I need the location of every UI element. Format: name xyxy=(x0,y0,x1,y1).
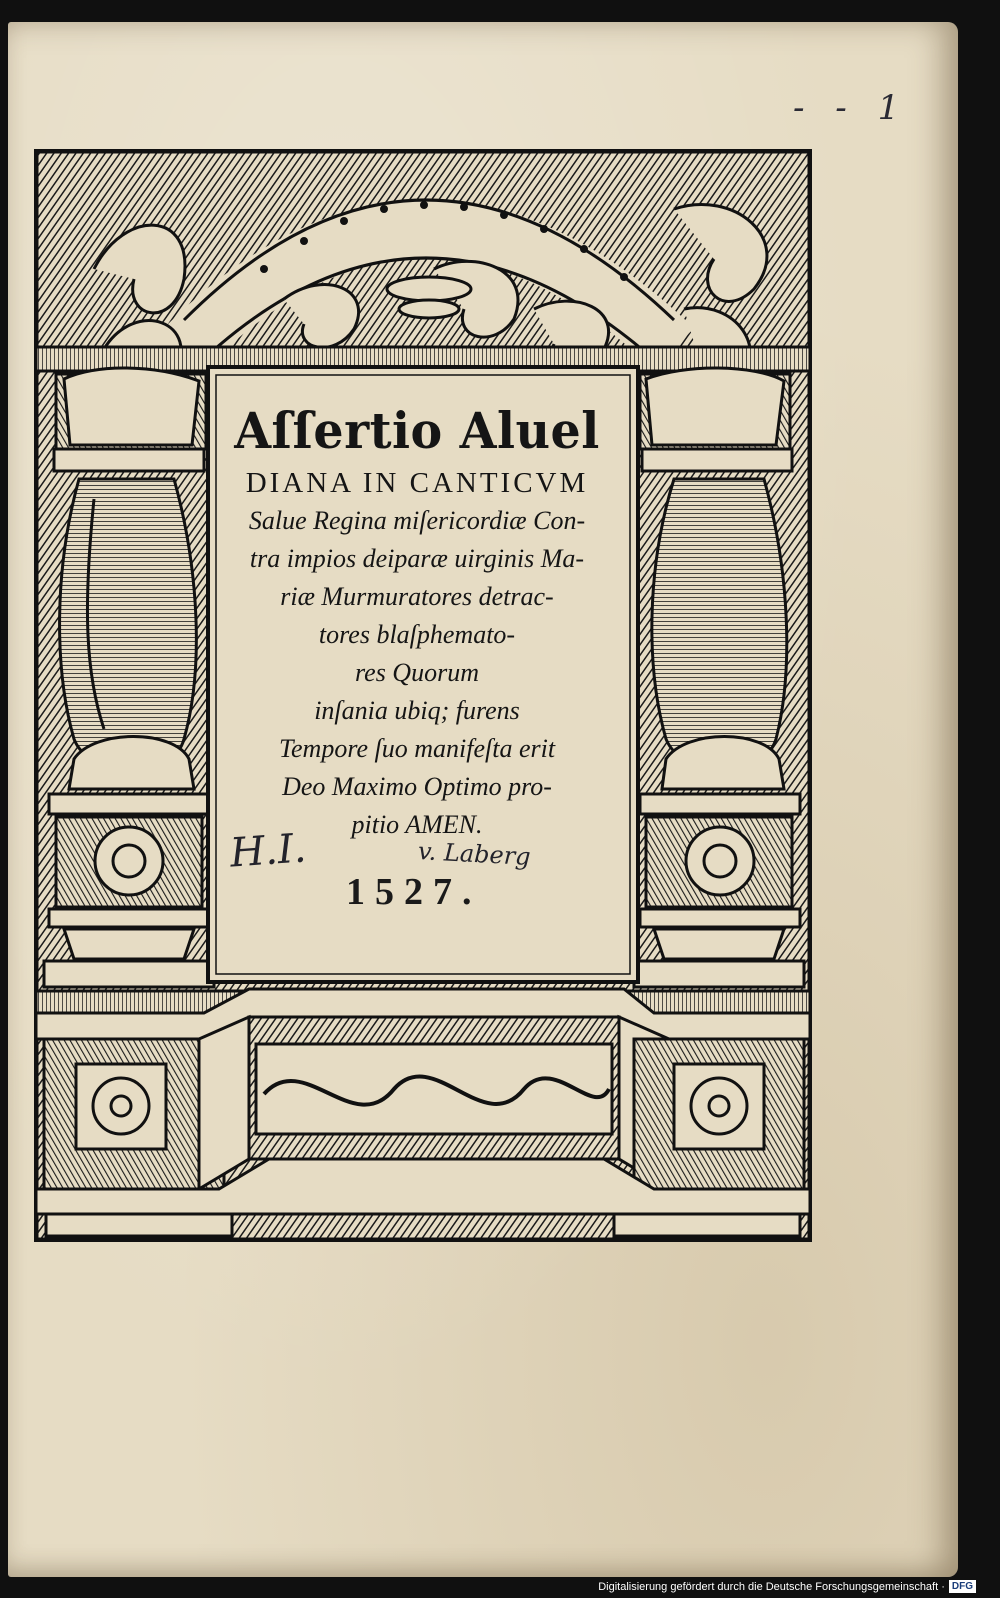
handwritten-owner-note: v. Laberg xyxy=(417,837,532,871)
title-line: inſania ubiq; furens xyxy=(314,696,520,725)
title-line: res Quorum xyxy=(355,658,479,687)
publication-year: 1527. xyxy=(346,871,482,913)
book-page xyxy=(8,22,958,1577)
title-line: pitio AMEN. xyxy=(351,810,483,839)
title-block xyxy=(210,402,624,844)
title-line: Deo Maximo Optimo pro- xyxy=(282,772,552,801)
footer-credit-text: Digitalisierung gefördert durch die Deutsche Forschungsgemeinschaft · xyxy=(598,1580,945,1593)
title-caps-line: DIANA IN CANTICVM xyxy=(245,467,589,499)
folio-number: - - 1 xyxy=(793,88,910,128)
title-line: tores blaſphemato- xyxy=(318,620,516,649)
title-heading: Aſſertio Aluel xyxy=(234,401,600,460)
title-line: Salue Regina miſericordiæ Con- xyxy=(248,506,586,535)
title-line: riæ Murmuratores detrac- xyxy=(280,582,554,611)
handwritten-initials: H.I. xyxy=(228,825,308,877)
title-line: tra impios deiparæ uirginis Ma- xyxy=(249,544,585,573)
footer-credit xyxy=(598,1580,976,1593)
dfg-logo-icon: DFG xyxy=(949,1580,976,1593)
title-line: Tempore ſuo manifeſta erit xyxy=(278,734,556,763)
